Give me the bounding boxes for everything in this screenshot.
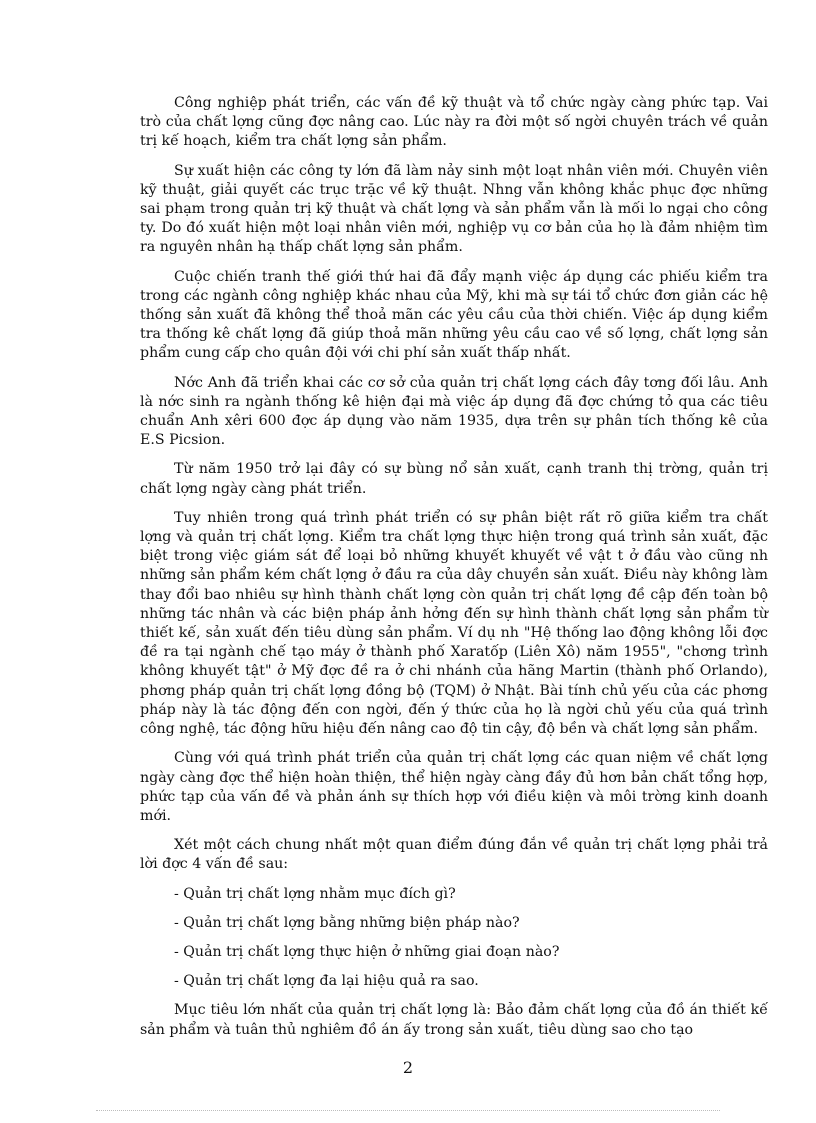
list-item: - Quản trị chất lợng nhằm mục đích gì? xyxy=(174,885,456,902)
document-body xyxy=(140,94,768,1050)
paragraph: Công nghiệp phát triển, các vấn đề kỹ thuật và tổ chức ngày càng phức tạp. Vai trò của chất lợng cũng đợc nâng cao. Lúc này ra đời một số ngời chuyên trách về quản trị kế hoạch, kiểm tra chất lợng sản phẩm. xyxy=(140,95,768,150)
list-item: - Quản trị chất lợng bằng những biện pháp nào? xyxy=(174,914,520,931)
paragraph: Xét một cách chung nhất một quan điểm đúng đắn về quản trị chất lợng phải trả lời đợc 4 vấn đề sau: xyxy=(140,837,768,873)
paragraph: Cuộc chiến tranh thế giới thứ hai đã đẩy mạnh việc áp dụng các phiếu kiểm tra trong các ngành công nghiệp khác nhau của Mỹ, khi mà sự tái tổ chức đơn giản các hệ thống sản xuất đã không thể thoả mãn các yêu cầu của thời chiến. Việc áp dụng kiểm tra thống kê chất lợng đã giúp thoả mãn những yêu cầu cao về số lợng, chất lợng sản phẩm cung cấp cho quân đội với chi phí sản xuất thấp nhất. xyxy=(140,268,768,362)
list-item: - Quản trị chất lợng thực hiện ở những giai đoạn nào? xyxy=(174,943,560,960)
paragraph-closing: Mục tiêu lớn nhất của quản trị chất lợng là: Bảo đảm chất lợng của đồ án thiết kế sản phẩm và tuân thủ nghiêm đồ án ấy trong sản xuất, tiêu dùng sao cho tạo xyxy=(140,1002,768,1038)
page-number: 2 xyxy=(402,1058,414,1077)
paragraph: Nớc Anh đã triển khai các cơ sở của quản trị chất lợng cách đây tơng đối lâu. Anh là nớc sinh ra ngành thống kê hiện đại mà việc áp dụng đã đợc chứng tỏ qua các tiêu chuẩn Anh xêri 600 đợc áp dụng vào năm 1935, dựa trên sự phân tích thống kê của E.S Picsion. xyxy=(140,374,768,449)
paragraph: Sự xuất hiện các công ty lớn đã làm nảy sinh một loạt nhân viên mới. Chuyên viên kỹ thuật, giải quyết các trục trặc về kỹ thuật. Nhng vẫn không khắc phục đợc những sai phạm trong quản trị kỹ thuật và chất lợng và sản phẩm vẫn là mối lo ngại cho công ty. Do đó xuất hiện một loại nhân viên mới, nghiệp vụ cơ bản của họ là đảm nhiệm tìm ra nguyên nhân hạ thấp chất lợng sản phẩm. xyxy=(140,162,768,256)
paragraph: Tuy nhiên trong quá trình phát triển có sự phân biệt rất rõ giữa kiểm tra chất lợng và quản trị chất lợng. Kiểm tra chất lợng thực hiện trong quá trình sản xuất, đặc biệt trong việc giám sát để loại bỏ những khuyết khuyết về vật t ở đầu vào cũng nh những sản phẩm kém chất lợng ở đầu ra của dây chuyền sản xuất. Điều này không làm thay đổi bao nhiêu sự hình thành chất lợng còn quản trị chất lợng đề cập đến toàn bộ những tác nhân và các biện pháp ảnh hởng đến sự hình thành chất lợng sản phẩm từ thiết kế, sản xuất đến tiêu dùng sản phẩm. Ví dụ nh "Hệ thống lao động không lỗi đợc đề ra tại ngành chế tạo máy ở thành phố Xaratốp (Liên Xô) năm 1955", "chơng trình không khuyết tật" ở Mỹ đợc đề ra ở chi nhánh của hãng Martin (thành phố Orlando), phơng pháp quản trị chất lợng đồng bộ (TQM) ở Nhật. Bài tính chủ yếu của các phơng pháp này là tác động đến con ngời, đến ý thức của họ là ngời chủ yếu của quá trình công nghệ, tác động hữu hiệu đến nâng cao độ tin cậy, độ bền và chất lợng sản phẩm. xyxy=(140,509,768,738)
paragraph: Cùng với quá trình phát triển của quản trị chất lợng các quan niệm về chất lợng ngày càng đợc thể hiện hoàn thiện, thể hiện ngày càng đầy đủ hơn bản chất tổng hợp, phức tạp của vấn đề và phản ánh sự thích hợp với điều kiện và môi trờng kinh doanh mới. xyxy=(140,750,768,824)
footer-dotted-rule xyxy=(96,1110,720,1111)
paragraph: Từ năm 1950 trở lại đây có sự bùng nổ sản xuất, cạnh tranh thị trờng, quản trị chất lợng ngày càng phát triển. xyxy=(140,461,768,497)
list-item: - Quản trị chất lợng đa lại hiệu quả ra sao. xyxy=(174,973,479,990)
